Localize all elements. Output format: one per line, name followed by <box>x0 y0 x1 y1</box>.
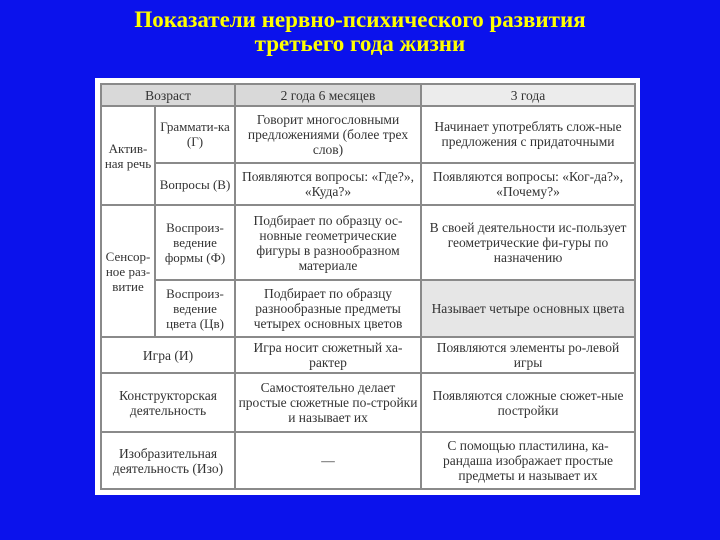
row-label-form: Воспроиз-ведение формы (Ф) <box>155 205 235 280</box>
row-label-questions: Вопросы (В) <box>155 163 235 206</box>
cell-questions-col1: Появляются вопросы: «Где?», «Куда?» <box>235 163 421 206</box>
cell-form-col1: Подбирает по образцу ос-новные геометрические фигуры в разнообразном материале <box>235 205 421 280</box>
cell-construct-col2: Появляются сложные сюжет-ные постройки <box>421 373 635 432</box>
cell-questions-col2: Появляются вопросы: «Ког-да?», «Почему?» <box>421 163 635 206</box>
row-label-visual: Изобразительная деятельность (Изо) <box>101 432 235 489</box>
table-row <box>101 163 635 206</box>
cell-construct-col1: Самостоятельно делает простые сюжетные по-стройки и называет их <box>235 373 421 432</box>
group-active-speech: Актив-ная речь <box>101 106 155 205</box>
cell-play-col2: Появляются элементы ро-левой игры <box>421 337 635 373</box>
row-label-play: Игра (И) <box>101 337 235 373</box>
table-row <box>101 280 635 337</box>
cell-grammar-col2: Начинает употреблять слож-ные предложения с придаточными <box>421 106 635 163</box>
header-age: Возраст <box>101 84 235 106</box>
table-row <box>101 432 635 489</box>
cell-grammar-col1: Говорит многословными предложениями (более трех слов) <box>235 106 421 163</box>
table-row <box>101 337 635 373</box>
cell-play-col1: Игра носит сюжетный ха-рактер <box>235 337 421 373</box>
header-col2: 3 года <box>421 84 635 106</box>
table-sheet <box>95 78 640 495</box>
title-line-1: Показатели нервно-психического развития <box>134 7 586 32</box>
group-sensory: Сенсор-ное раз-витие <box>101 205 155 337</box>
slide-title <box>0 8 720 56</box>
header-col1: 2 года 6 месяцев <box>235 84 421 106</box>
table-header-row <box>101 84 635 106</box>
cell-visual-col2: С помощью пластилина, ка-рандаша изображает простые предметы и называет их <box>421 432 635 489</box>
cell-visual-col1: — <box>235 432 421 489</box>
cell-color-col1: Подбирает по образцу разнообразные предметы четырех основных цветов <box>235 280 421 337</box>
title-line-2: третьего года жизни <box>254 31 466 56</box>
table-row <box>101 373 635 432</box>
development-table <box>100 83 636 490</box>
table-row <box>101 205 635 280</box>
cell-form-col2: В своей деятельности ис-пользует геометрические фи-гуры по назначению <box>421 205 635 280</box>
table-row <box>101 106 635 163</box>
row-label-color: Воспроиз-ведение цвета (Цв) <box>155 280 235 337</box>
cell-color-col2: Называет четыре основных цвета <box>421 280 635 337</box>
row-label-grammar: Граммати-ка (Г) <box>155 106 235 163</box>
row-label-construct: Конструкторская деятельность <box>101 373 235 432</box>
